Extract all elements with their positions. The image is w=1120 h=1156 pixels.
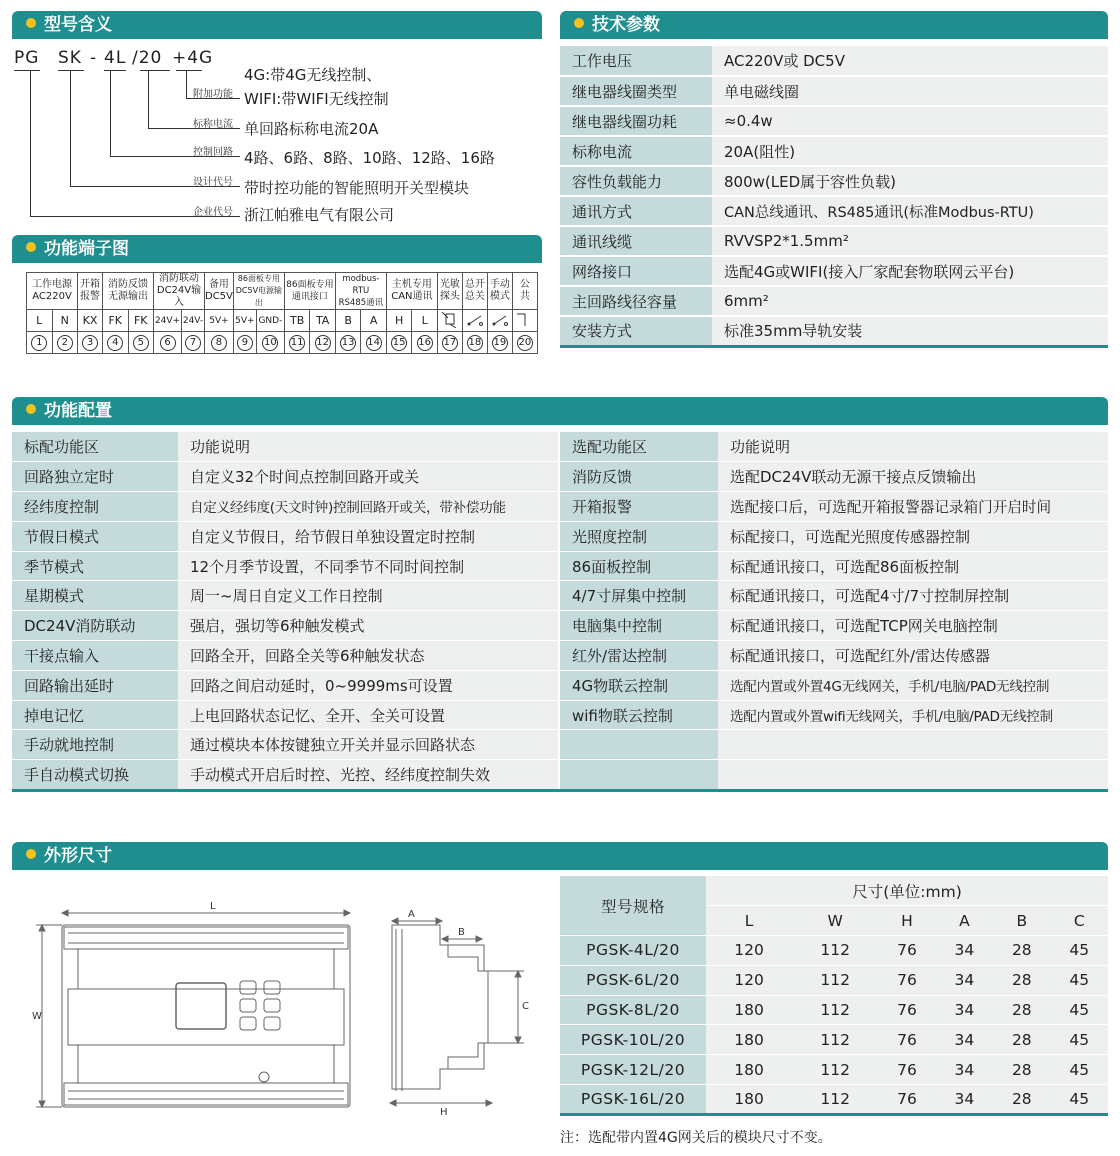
code-underline: [176, 70, 202, 71]
table-row: [560, 1025, 1108, 1055]
terminal-signal: 5V+: [233, 310, 256, 332]
terminal-signal: FK: [103, 310, 129, 332]
tech-value: ≈0.4w: [712, 106, 1108, 136]
model-item-desc: 浙江帕雅电气有限公司: [244, 206, 395, 224]
dim-value: 28: [993, 936, 1050, 966]
dim-value: 180: [706, 1055, 792, 1085]
config-key: 4/7寸屏集中控制: [560, 581, 718, 611]
table-row: [560, 76, 1108, 106]
terminal-number: 10: [256, 332, 284, 354]
code-underline: [104, 70, 126, 71]
table-row: [560, 1055, 1108, 1085]
leader-line: [186, 70, 187, 98]
tech-key: 通讯方式: [560, 196, 712, 226]
dim-label-B: B: [458, 927, 465, 938]
config-key: wifi物联云控制: [560, 700, 718, 730]
model-item-desc: 4G:带4G无线控制、: [244, 66, 382, 84]
code-underline: [140, 70, 170, 71]
switch-symbol: [462, 310, 487, 332]
terminal-signal-row: [27, 310, 538, 332]
table-row: [560, 611, 1108, 641]
terminal-signal: 24V+: [154, 310, 182, 332]
terminal-number: 14: [361, 332, 387, 354]
terminal-group: 消防联动 DC24V输入: [154, 273, 205, 310]
config-key: 掉电记忆: [12, 700, 178, 730]
tech-key: 网络接口: [560, 256, 712, 286]
bullet-dot-icon: [26, 404, 36, 414]
terminal-number: 15: [386, 332, 412, 354]
terminal-number: 16: [412, 332, 438, 354]
terminal-group: 光敏 探头: [437, 273, 462, 310]
table-row: [560, 166, 1108, 196]
switch-symbol: [487, 310, 512, 332]
dim-col-label: W: [792, 906, 878, 936]
terminal-number: 8: [205, 332, 234, 354]
terminal-number: 11: [284, 332, 310, 354]
leader-line: [70, 70, 71, 186]
dim-col-label: B: [993, 906, 1050, 936]
table-row: [560, 196, 1108, 226]
terminal-number: 17: [437, 332, 462, 354]
bullet-dot-icon: [574, 18, 584, 28]
table-row: [12, 670, 558, 700]
model-code-part: -: [90, 48, 98, 68]
header-underline: [12, 423, 1108, 425]
config-value: [718, 760, 1108, 790]
table-row: [560, 521, 1108, 551]
tech-value: RVVSP2*1.5mm²: [712, 226, 1108, 256]
dim-value: 28: [993, 1025, 1050, 1055]
config-key: DC24V消防联动: [12, 611, 178, 641]
front-view-drawing: [28, 895, 358, 1120]
terminal-signal: TA: [310, 310, 336, 332]
model-item-label: 标称电流: [193, 119, 233, 130]
terminal-number-row: [27, 332, 538, 354]
side-view-drawing: [378, 895, 538, 1120]
table-row: [12, 700, 558, 730]
config-key: 开箱报警: [560, 492, 718, 522]
terminal-signal: L: [27, 310, 53, 332]
config-key: 4G物联云控制: [560, 670, 718, 700]
config-key: 节假日模式: [12, 521, 178, 551]
dim-value: 28: [993, 995, 1050, 1025]
dim-value: 112: [792, 1085, 878, 1115]
terminal-number: 2: [52, 332, 78, 354]
header-underline: [560, 37, 1108, 39]
table-row: [12, 492, 558, 522]
switch-icon: [465, 310, 485, 328]
model-item-label: 设计代号: [193, 177, 233, 188]
table-row: [560, 492, 1108, 522]
tech-key: 容性负载能力: [560, 166, 712, 196]
dim-model: PGSK-8L/20: [560, 995, 706, 1025]
terminal-table: [26, 272, 538, 354]
dim-value: 112: [792, 1055, 878, 1085]
tech-table: [560, 46, 1108, 348]
terminal-group: 开箱 报警: [78, 273, 103, 310]
config-value: 上电回路状态记忆、全开、全关可设置: [178, 700, 558, 730]
model-item-desc: WIFI:带WIFI无线控制: [244, 90, 389, 108]
dim-label-A: A: [408, 909, 415, 920]
model-code-part: /20: [132, 48, 163, 68]
dim-value: 76: [878, 1055, 935, 1085]
dim-col-label: L: [706, 906, 792, 936]
dimension-note: 注：选配带内置4G网关后的模块尺寸不变。: [560, 1130, 832, 1146]
dim-value: 45: [1051, 1025, 1108, 1055]
table-row: [560, 995, 1108, 1025]
table-row: [560, 760, 1108, 790]
table-row: [12, 611, 558, 641]
dim-value: 45: [1051, 965, 1108, 995]
dim-value: 76: [878, 965, 935, 995]
table-row: [12, 641, 558, 671]
tech-key: 工作电压: [560, 46, 712, 76]
terminal-number: 3: [78, 332, 103, 354]
dim-col-label: H: [878, 906, 935, 936]
config-value: 自定义节假日，给节假日单独设置定时控制: [178, 521, 558, 551]
table-row: [12, 462, 558, 492]
config-value: 标配接口，可选配光照度传感器控制: [718, 521, 1108, 551]
config-value: 12个月季节设置，不同季节不同时间控制: [178, 551, 558, 581]
dim-value: 28: [993, 1085, 1050, 1115]
model-item-label: 控制回路: [193, 147, 233, 158]
terminal-number: 13: [335, 332, 361, 354]
model-item-label: 企业代号: [193, 207, 233, 218]
dim-col-label: A: [936, 906, 993, 936]
dim-label-H: H: [440, 1107, 448, 1118]
table-row: [560, 106, 1108, 136]
tech-value: 20A(阻性): [712, 136, 1108, 166]
terminal-number: 4: [103, 332, 129, 354]
section-header-config: 功能配置: [12, 397, 1108, 425]
terminal-number: 9: [233, 332, 256, 354]
section-header-model: 型号含义: [12, 11, 542, 39]
config-key: 电脑集中控制: [560, 611, 718, 641]
header-underline: [12, 261, 542, 263]
model-item-desc: 单回路标称电流20A: [244, 120, 379, 138]
terminal-signal: L: [412, 310, 438, 332]
table-row: [12, 551, 558, 581]
config-key: 手动就地控制: [12, 730, 178, 760]
dim-value: 112: [792, 995, 878, 1025]
terminal-number: 19: [487, 332, 512, 354]
terminal-group: 手动 模式: [487, 273, 512, 310]
tech-key: 主回路线径容量: [560, 286, 712, 316]
dim-col-header: 型号规格: [560, 876, 706, 936]
table-row: [560, 700, 1108, 730]
dim-value: 34: [936, 936, 993, 966]
section-header-terminals: 功能端子图: [12, 235, 542, 263]
config-value: 功能说明: [178, 432, 558, 462]
dim-value: 112: [792, 936, 878, 966]
terminal-signal: KX: [78, 310, 103, 332]
config-value: 选配DC24V联动无源干接点反馈输出: [718, 462, 1108, 492]
table-row: [560, 730, 1108, 760]
table-row: [560, 46, 1108, 76]
config-key: [560, 760, 718, 790]
dim-value: 112: [792, 965, 878, 995]
tech-value: 6mm²: [712, 286, 1108, 316]
table-row: [560, 965, 1108, 995]
config-key: 季节模式: [12, 551, 178, 581]
dim-value: 45: [1051, 1055, 1108, 1085]
bullet-dot-icon: [26, 849, 36, 859]
terminal-number: 6: [154, 332, 182, 354]
tech-value: 选配4G或WIFI(接入厂家配套物联网云平台): [712, 256, 1108, 286]
model-code-part: 4L: [104, 48, 127, 68]
model-item-desc: 带时控功能的智能照明开关型模块: [244, 179, 470, 197]
terminal-number: 20: [512, 332, 537, 354]
config-key: 红外/雷达控制: [560, 641, 718, 671]
table-row: [560, 670, 1108, 700]
dim-value: 34: [936, 1025, 993, 1055]
tech-value: 标准35mm导轨安装: [712, 316, 1108, 346]
switch-icon: [490, 310, 510, 328]
config-key: 干接点输入: [12, 641, 178, 671]
config-value: 选配内置或外置wifi无线网关，手机/电脑/PAD无线控制: [718, 700, 1108, 730]
config-value: 通过模块本体按键独立开关并显示回路状态: [178, 730, 558, 760]
leader-line: [148, 70, 149, 128]
leader-line: [110, 70, 111, 156]
header-underline: [12, 37, 542, 39]
terminal-signal: A: [361, 310, 387, 332]
code-underline: [58, 70, 84, 71]
model-code-part: SK: [58, 48, 82, 68]
dim-label-W: W: [32, 1011, 42, 1022]
table-row: [560, 286, 1108, 316]
dim-value: 180: [706, 1085, 792, 1115]
dim-model: PGSK-10L/20: [560, 1025, 706, 1055]
table-row: [560, 462, 1108, 492]
config-value: 功能说明: [718, 432, 1108, 462]
terminal-group: 总开 总关: [462, 273, 487, 310]
config-key: 经纬度控制: [12, 492, 178, 522]
model-code-part: PG: [14, 48, 40, 68]
common-symbol: [512, 310, 537, 332]
table-row: [12, 730, 558, 760]
dim-label-C: C: [522, 1001, 529, 1012]
dim-model: PGSK-4L/20: [560, 936, 706, 966]
tech-value: CAN总线通讯、RS485通讯(标准Modbus-RTU): [712, 196, 1108, 226]
config-value: 回路之间启动延时，0~9999ms可设置: [178, 670, 558, 700]
terminal-group: modbus-RTU RS485通讯: [335, 273, 386, 310]
photo-sensor-symbol: [437, 310, 462, 332]
table-row: [12, 581, 558, 611]
config-value: 选配内置或外置4G无线网关，手机/电脑/PAD无线控制: [718, 670, 1108, 700]
config-key: 星期模式: [12, 581, 178, 611]
config-table-standard: [12, 432, 558, 790]
dim-value: 76: [878, 1085, 935, 1115]
config-key: 消防反馈: [560, 462, 718, 492]
terminal-signal: GND-: [256, 310, 284, 332]
dim-value: 34: [936, 995, 993, 1025]
model-code-part: +4G: [172, 48, 214, 68]
dim-label-L: L: [210, 901, 216, 912]
tech-key: 安装方式: [560, 316, 712, 346]
code-underline: [14, 70, 40, 71]
dim-value: 45: [1051, 1085, 1108, 1115]
common-wire-icon: [515, 310, 535, 328]
table-row: [560, 432, 1108, 462]
terminal-group: 86面板专用 通讯接口: [284, 273, 335, 310]
tech-value: 800w(LED属于容性负载): [712, 166, 1108, 196]
terminal-group: 工作电源 AC220V: [27, 273, 78, 310]
dim-value: 34: [936, 1085, 993, 1115]
terminal-number: 12: [310, 332, 336, 354]
config-key: 标配功能区: [12, 432, 178, 462]
tech-key: 通讯线缆: [560, 226, 712, 256]
model-code: [14, 48, 212, 68]
dim-model: PGSK-6L/20: [560, 965, 706, 995]
dim-value: 76: [878, 995, 935, 1025]
config-key: 86面板控制: [560, 551, 718, 581]
config-key: [560, 730, 718, 760]
terminal-group-row: [27, 273, 538, 310]
tech-key: 标称电流: [560, 136, 712, 166]
dim-value: 34: [936, 1055, 993, 1085]
dim-value: 180: [706, 1025, 792, 1055]
config-bottom-rule: [12, 789, 1108, 792]
table-row: [560, 551, 1108, 581]
terminal-signal: H: [386, 310, 412, 332]
terminal-number: 1: [27, 332, 53, 354]
config-value: 标配通讯接口，可选配红外/雷达传感器: [718, 641, 1108, 671]
bullet-dot-icon: [26, 18, 36, 28]
config-value: 强启，强切等6种触发模式: [178, 611, 558, 641]
dim-value: 45: [1051, 995, 1108, 1025]
tech-value: 单电磁线圈: [712, 76, 1108, 106]
dim-value: 28: [993, 965, 1050, 995]
terminal-signal: 24V-: [182, 310, 205, 332]
dim-value: 112: [792, 1025, 878, 1055]
tech-key: 继电器线圈功耗: [560, 106, 712, 136]
config-key: 回路独立定时: [12, 462, 178, 492]
terminal-signal: TB: [284, 310, 310, 332]
dim-value: 76: [878, 1025, 935, 1055]
terminal-number: 5: [128, 332, 154, 354]
dim-value: 180: [706, 995, 792, 1025]
config-table-optional: [560, 432, 1108, 790]
config-value: 回路全开，回路全关等6种触发状态: [178, 641, 558, 671]
terminal-signal: N: [52, 310, 78, 332]
terminal-group: 备用 DC5V: [205, 273, 234, 310]
terminal-group: 消防反馈 无源输出: [103, 273, 154, 310]
model-item-label: 附加功能: [193, 89, 233, 100]
dim-value: 120: [706, 936, 792, 966]
config-value: 标配通讯接口，可选配86面板控制: [718, 551, 1108, 581]
bullet-dot-icon: [26, 242, 36, 252]
table-header-row: [560, 876, 1108, 906]
config-key: 选配功能区: [560, 432, 718, 462]
table-row: [560, 226, 1108, 256]
leader-line: [30, 70, 31, 216]
config-value: [718, 730, 1108, 760]
dim-value: 120: [706, 965, 792, 995]
terminal-group: 公 共: [512, 273, 537, 310]
table-row: [12, 760, 558, 790]
table-row: [560, 641, 1108, 671]
photo-sensor-icon: [440, 310, 460, 328]
config-key: 光照度控制: [560, 521, 718, 551]
section-header-dims: 外形尺寸: [12, 842, 1108, 870]
terminal-group: 86面板专用 DC5V电源输出: [233, 273, 284, 310]
tech-value: AC220V或 DC5V: [712, 46, 1108, 76]
tech-key: 继电器线圈类型: [560, 76, 712, 106]
terminal-number: 7: [182, 332, 205, 354]
dim-value: 28: [993, 1055, 1050, 1085]
config-value: 标配通讯接口，可选配TCP网关电脑控制: [718, 611, 1108, 641]
dim-value: 76: [878, 936, 935, 966]
dim-value: 34: [936, 965, 993, 995]
terminal-signal: B: [335, 310, 361, 332]
config-key: 回路输出延时: [12, 670, 178, 700]
dim-model: PGSK-12L/20: [560, 1055, 706, 1085]
terminal-number: 18: [462, 332, 487, 354]
model-item-desc: 4路、6路、8路、10路、12路、16路: [244, 149, 495, 167]
table-row: [560, 936, 1108, 966]
table-row: [560, 581, 1108, 611]
config-value: 自定义经纬度(天文时钟)控制回路开或关，带补偿功能: [178, 492, 558, 522]
terminal-group: 主机专用 CAN通讯: [386, 273, 437, 310]
config-value: 自定义32个时间点控制回路开或关: [178, 462, 558, 492]
dim-value: 45: [1051, 936, 1108, 966]
config-value: 手动模式开启后时控、光控、经纬度控制失效: [178, 760, 558, 790]
table-row: [12, 521, 558, 551]
table-row: [12, 432, 558, 462]
terminal-signal: 5V+: [205, 310, 234, 332]
dim-col-label: C: [1051, 906, 1108, 936]
config-value: 选配接口后，可选配开箱报警器记录箱门开启时间: [718, 492, 1108, 522]
section-header-tech: 技术参数: [560, 11, 1108, 39]
table-row: [560, 136, 1108, 166]
table-row: [560, 256, 1108, 286]
table-row: [560, 1085, 1108, 1115]
dimension-table: [560, 876, 1108, 1116]
config-value: 标配通讯接口，可选配4寸/7寸控制屏控制: [718, 581, 1108, 611]
config-value: 周一~周日自定义工作日控制: [178, 581, 558, 611]
table-row: [560, 316, 1108, 346]
header-underline: [12, 868, 1108, 870]
dim-model: PGSK-16L/20: [560, 1085, 706, 1115]
config-key: 手自动模式切换: [12, 760, 178, 790]
dim-unit-header: 尺寸(单位:mm): [706, 876, 1108, 906]
terminal-signal: FK: [128, 310, 154, 332]
